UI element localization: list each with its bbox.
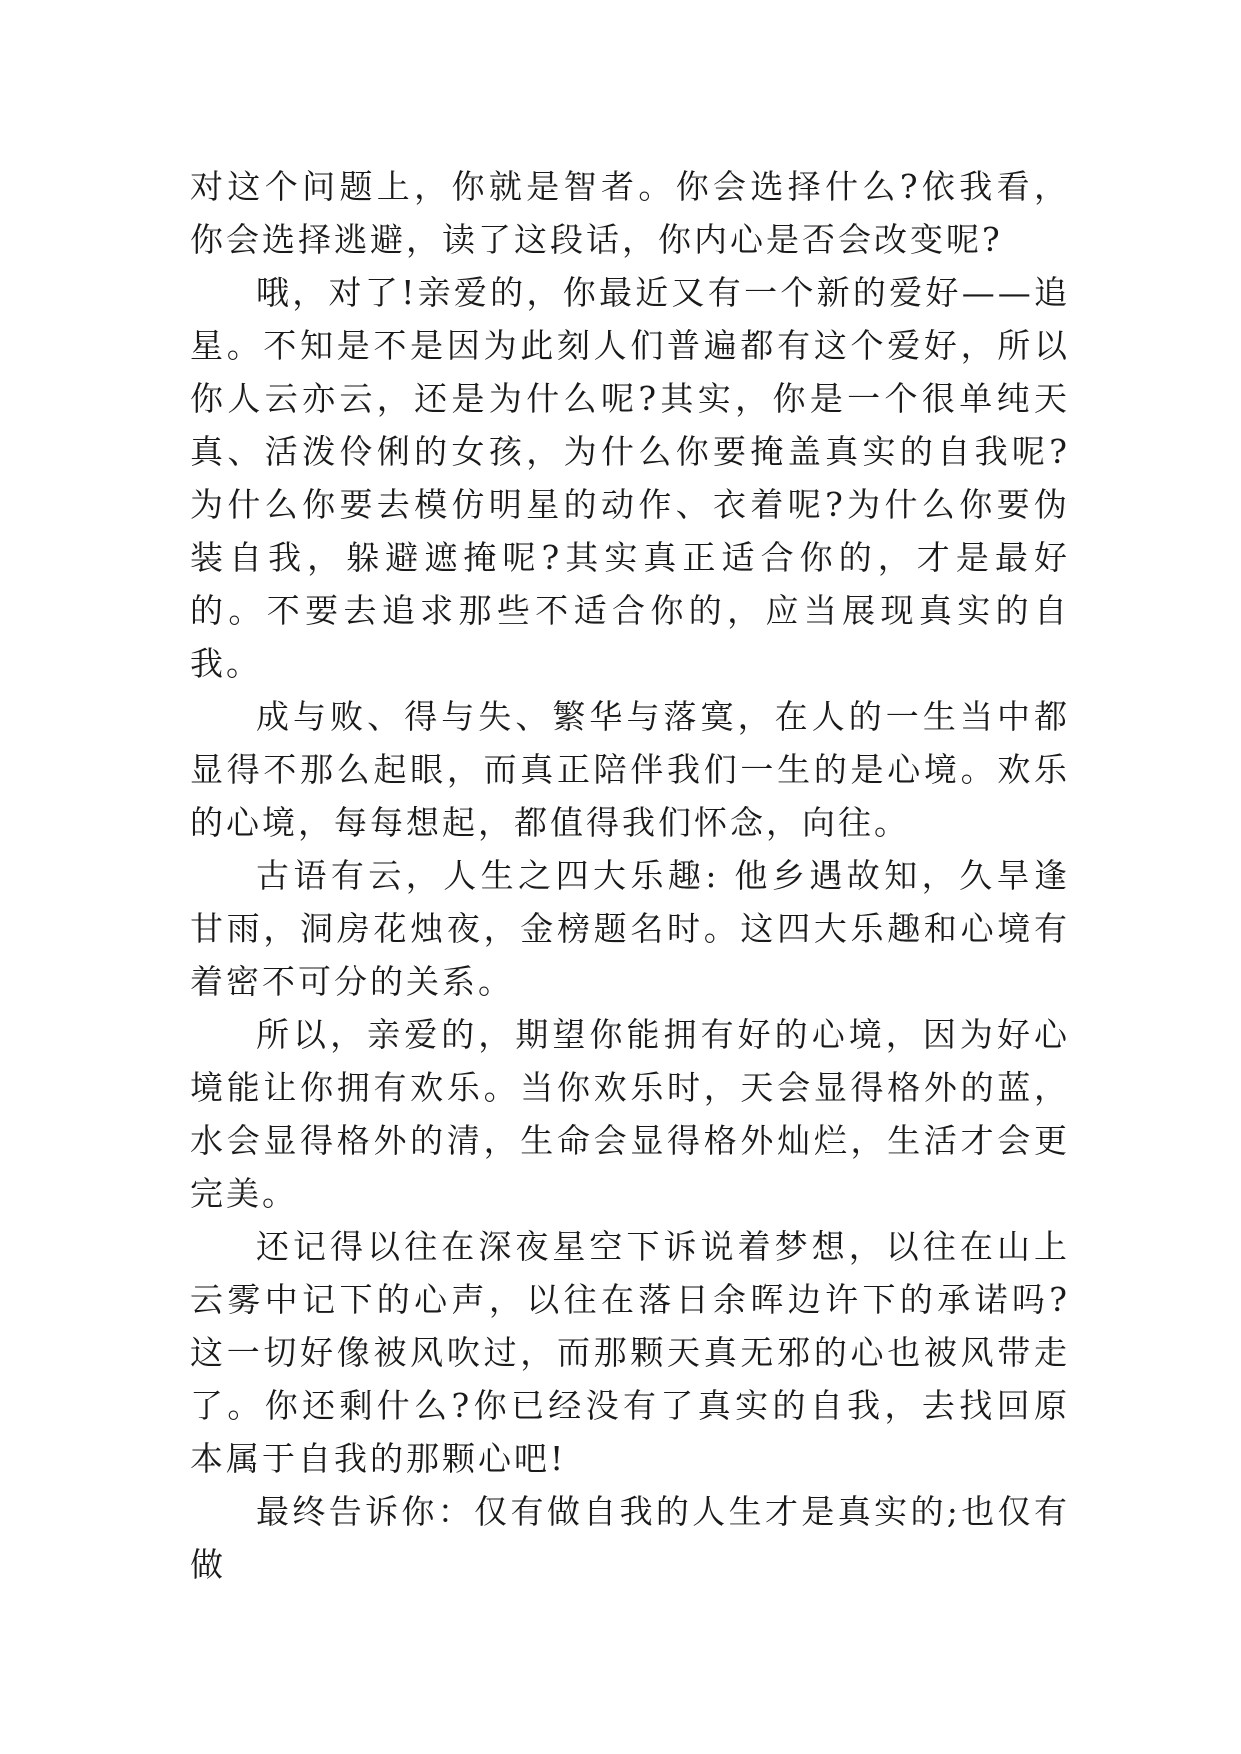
document-body: [190, 160, 1070, 1591]
paragraph-5: 所以，亲爱的，期望你能拥有好的心境，因为好心境能让你拥有欢乐。当你欢乐时，天会显得格外的蓝，水会显得格外的清，生命会显得格外灿烂，生活才会更完美。: [190, 1015, 1070, 1213]
paragraph-6: 还记得以往在深夜星空下诉说着梦想，以往在山上云雾中记下的心声，以往在落日余晖边许下的承诺吗?这一切好像被风吹过，而那颗天真无邪的心也被风带走了。你还剩什么?你已经没有了真实的自我，去找回原本属于自我的那颗心吧!: [190, 1227, 1070, 1478]
paragraph-2: 哦，对了!亲爱的，你最近又有一个新的爱好——追星。不知是不是因为此刻人们普遍都有这个爱好，所以你人云亦云，还是为什么呢?其实，你是一个很单纯天真、活泼伶俐的女孩，为什么你要掩盖真实的自我呢?为什么你要去模仿明星的动作、衣着呢?为什么你要伪装自我，躲避遮掩呢?其实真正适合你的，才是最好的。不要去追求那些不适合你的，应当展现真实的自我。: [190, 273, 1070, 683]
paragraph-4: 古语有云，人生之四大乐趣: 他乡遇故知，久旱逢甘雨，洞房花烛夜，金榜题名时。这四大乐趣和心境有着密不可分的关系。: [190, 856, 1070, 1001]
paragraph-3: 成与败、得与失、繁华与落寞，在人的一生当中都显得不那么起眼，而真正陪伴我们一生的是心境。欢乐的心境，每每想起，都值得我们怀念，向往。: [190, 697, 1070, 842]
paragraph-7: 最终告诉你：仅有做自我的人生才是真实的;也仅有做: [190, 1492, 1070, 1584]
paragraph-1: 对这个问题上，你就是智者。你会选择什么?依我看，你会选择逃避，读了这段话，你内心是否会改变呢?: [190, 167, 1070, 259]
